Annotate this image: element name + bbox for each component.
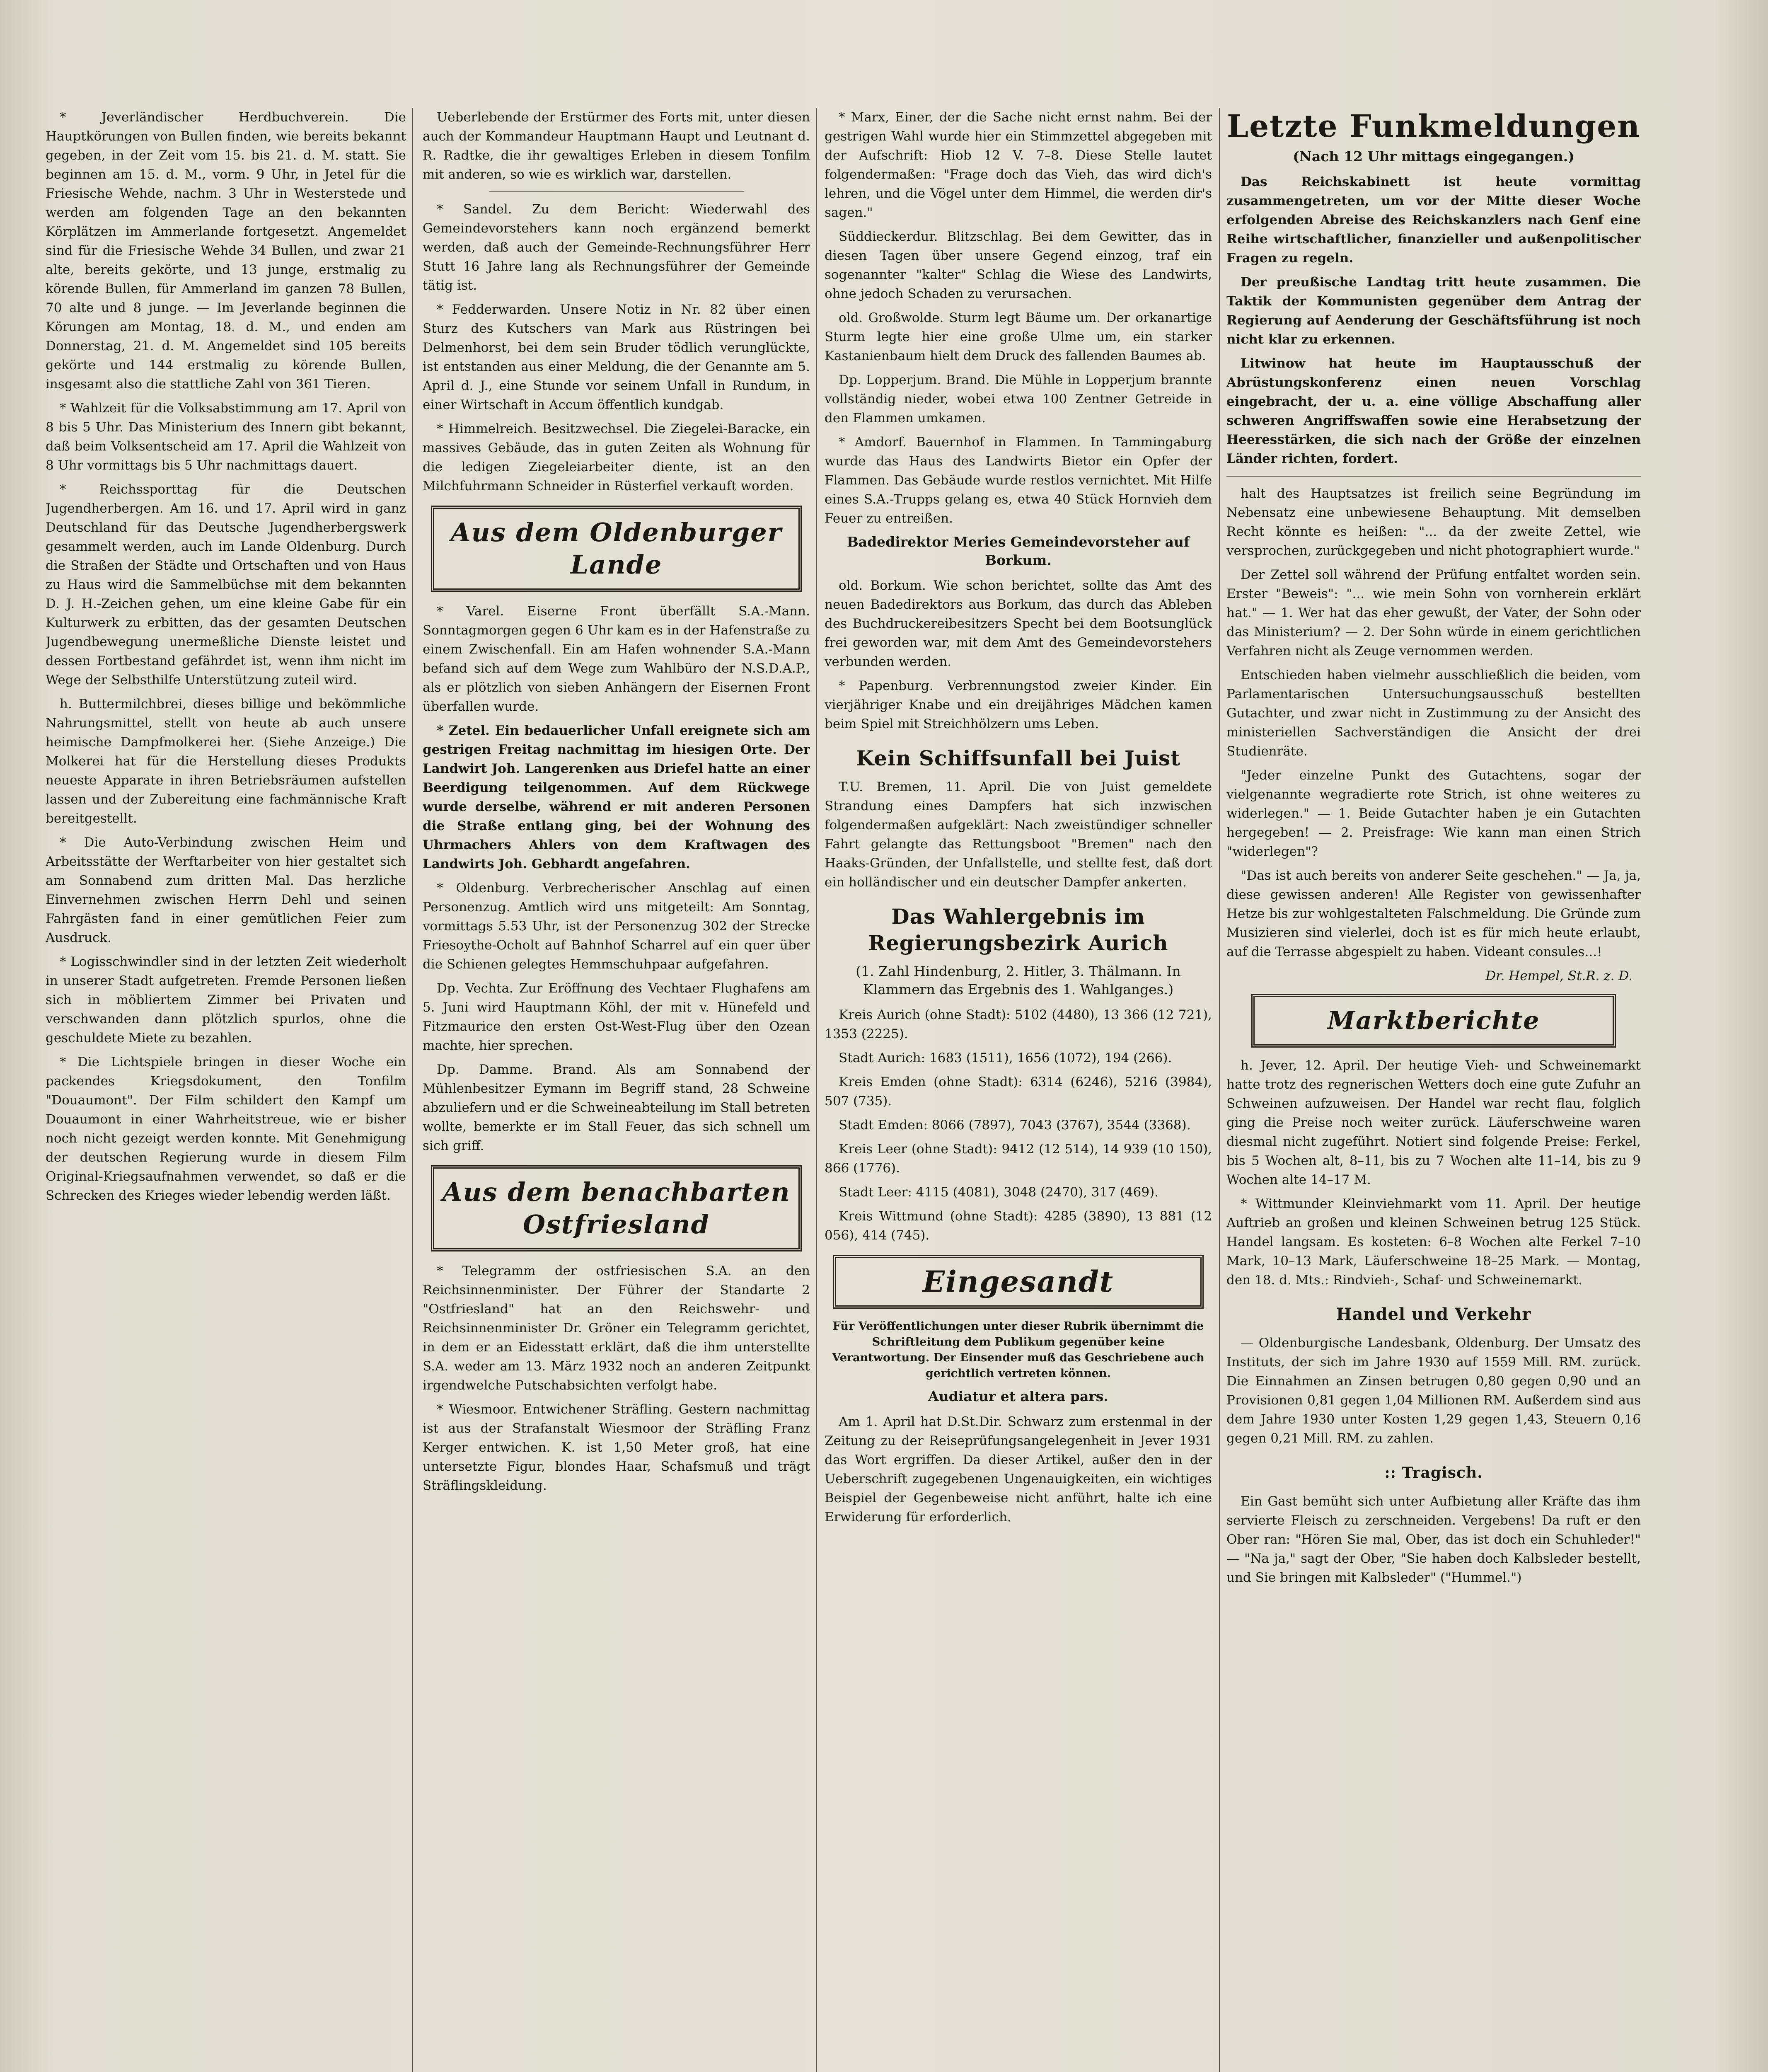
wahlergebnis-row: Stadt Emden: 8066 (7897), 7043 (3767), 3544 (3368). — [839, 1118, 1191, 1133]
article-wittmund-markt: * Wittmunder Kleinviehmarkt vom 11. April. Der heutige Auftrieb an großen und kleinen Schweinen betrug 125 Stück. Handel langsam. Es kosteten: 6–8 Wochen alte Ferkel 7–10 Mark, 10–13 Mark, Läuferschweine 18–25 Mark. — Montag, den 18. d. Mts.: Rindvieh-, Schaf- und Schweinemarkt. — [1226, 1196, 1641, 1288]
funkmeldung-litwinow: Litwinow hat heute im Hauptausschuß der Abrüstungskonferenz einen neuen Vorschlag eingebracht, der u. a. eine völlige Abschaffung aller schweren Angriffswaffen sowie eine Herabsetzung der Heeresstärken, die sich nach der Größe der einzelnen Länder richten, fordert. — [1226, 356, 1641, 466]
article-marx: * Marx, Einer, der die Sache nicht ernst nahm. Bei der gestrigen Wahl wurde hier ein Stimmzettel abgegeben mit der Aufschrift: Hiob 12 V. 7–8. Diese Stelle lautet folgendermaßen: "Frage doch das Vieh, das wird dich's lehren, und die Vögel unter dem Himmel, die werden dir's sagen." — [825, 110, 1212, 220]
eingesandt-continued: "Das ist auch bereits von anderer Seite geschehen." — Ja, ja, diese gewissen anderen! Alle Register von gewissenhafter Hetze bis zur wohlgestalteten Falschmeldung. Die Gründe zum Musizieren sind vielerlei, doch ist es für mich heute erlaubt, auf die Terrasse abgespielt zu haben. Videant consules...! — [1226, 868, 1641, 959]
article-telegramm: * Telegramm der ostfriesischen S.A. an den Reichsinnenminister. Der Führer der Standarte 2 "Ostfriesland" hat an den Reichswehr- und Reichsinnenminister Dr. Gröner ein Telegramm gerichtet, in dem er an Eidesstatt erklärt, daß die ihm unterstellte S.A. weder am 13. März 1932 noch an anderen Zeitpunkt irgendwelche Putschabsichten verfolgt habe. — [423, 1264, 810, 1393]
wahlergebnis-row: Kreis Emden (ohne Stadt): 6314 (6246), 5216 (3984), 507 (735). — [825, 1075, 1212, 1109]
article-schiffsunfall: T.U. Bremen, 11. April. Die von Juist gemeldete Strandung eines Dampfers hat sich inzwischen folgendermaßen aufgeklärt: Nach zweistündiger schneller Fahrt gelangte das Rettungsboot "Bremen" nach den Haaks-Gründen, der Unfallstelle, und stellte fest, daß dort ein holländischer und ein deutscher Dampfer ankerten. — [825, 779, 1212, 890]
article-oldenburg: * Oldenburg. Verbrecherischer Anschlag auf einen Personenzug. Amtlich wird uns mitgeteilt: Am Sonntag, vormittags 5.53 Uhr, ist der Personenzug 302 der Strecke Friesoythe-Ocholt auf Bahnhof Scharrel auf ein quer über die Schienen gelegtes Hemmschuhpaar aufgefahren. — [423, 881, 810, 972]
section-heading-line: Ostfriesland — [523, 1209, 710, 1239]
eingesandt-continued: "Jeder einzelne Punkt des Gutachtens, sogar der vielgenannte wegradierte rote Strich, ist ohne weiteres zu widerlegen." — 1. Beide Gutachter haben je ein Gutachten hergegeben! — 2. Preisfrage: Wie kann man einen Strich "widerlegen"? — [1226, 768, 1641, 859]
divider — [1226, 476, 1641, 477]
funkmeldungen-subtitle: (Nach 12 Uhr mittags eingegangen.) — [1293, 148, 1575, 165]
funkmeldung-landtag: Der preußische Landtag tritt heute zusammen. Die Taktik der Kommunisten gegenüber dem Antrag der Regierung auf Aenderung der Geschäftsführung ist noch nicht klar zu erkennen. — [1226, 275, 1641, 347]
column-3 — [825, 108, 1212, 2072]
column-4 — [1226, 108, 1641, 2072]
article-jugendherbergen: * Reichssporttag für die Deutschen Jugendherbergen. Am 16. und 17. April wird in ganz Deutschland für das Deutsche Jugendherbergswerk gesammelt werden, auch im Lande Oldenburg. Durch die Straßen der Städte und Ortschaften und von Haus zu Haus wird die Sammelbüchse mit dem bekannten D. J. H.-Zeichen gehen, um eine kleine Gabe für ein Kulturwerk zu erbitten, das der gesamten Deutschen Jugendbewegung unermeßliche Dienste leistet und dessen Fortbestand gefährdet ist, wenn ihm nicht im Wege der Selbsthilfe Unterstützung zuteil wird. — [46, 482, 406, 687]
article-borkum: old. Borkum. Wie schon berichtet, sollte das Amt des neuen Badedirektors aus Borkum, das durch das Ableben des Buchdruckereibesitzers Specht bei dem Bootsunglück frei geworden war, mit dem Amt des Gemeindevorstehers verbunden werden. — [825, 578, 1212, 669]
column-rule — [1219, 108, 1220, 2072]
wahlergebnis-row: Stadt Leer: 4115 (4081), 3048 (2470), 317 (469). — [839, 1185, 1159, 1200]
article-landesbank: — Oldenburgische Landesbank, Oldenburg. Der Umsatz des Instituts, der sich im Jahre 1930 auf 1559 Mill. RM. zurück. Die Einnahmen an Zinsen betrugen 0,80 gegen 0,90 und an Provisionen 0,81 gegen 1,04 Millionen RM. Außerdem sind aus dem Jahre 1930 unter Kosten 1,29 gegen 1,43, Steuern 0,16 gegen 0,21 Mill. RM. zu zahlen. — [1226, 1336, 1641, 1446]
article-logisschwindler: * Logisschwindler sind in der letzten Zeit wiederholt in unserer Stadt aufgetreten. Fremde Personen ließen sich in möbliertem Zimmer bei Privaten und verschwanden dann plötzlich spurlos, ohne die geschuldete Miete zu bezahlen. — [46, 954, 406, 1046]
wahlergebnis-row: Kreis Aurich (ohne Stadt): 5102 (4480), 13 366 (12 721), 1353 (2225). — [825, 1007, 1212, 1041]
column-1 — [46, 108, 406, 2072]
article-buttermilchbrei: h. Buttermilchbrei, dieses billige und bekömmliche Nahrungsmittel, stellt von heute ab auch unsere heimische Dampfmolkerei her. (Siehe Anzeige.) Die Molkerei hat für die Herstellung dieses Produkts neueste Apparate in ihren Betriebsräumen aufstellen lassen und der Zubereitung eine fachmännische Kraft bereitgestellt. — [46, 697, 406, 826]
article-zetel: * Zetel. Ein bedauerlicher Unfall ereignete sich am gestrigen Freitag nachmittag im hiesigen Orte. Der Landwirt Joh. Langerenken aus Driefel hatte an einer Beerdigung teilgenommen. Auf dem Rückwege wurde derselbe, während er mit anderen Personen die Straße entlang ging, bei der Wohnung des Uhrmachers Ahlers von dem Kraftwagen des Landwirts Joh. Gebhardt angefahren. — [423, 723, 810, 871]
article-wahlzeit: * Wahlzeit für die Volksabstimmung am 17. April von 8 bis 5 Uhr. Das Ministerium des Innern gibt bekannt, daß beim Volksentscheid am 17. April die Wahlzeit von 8 Uhr vormittags bis 5 Uhr nachmittags dauert. — [46, 401, 406, 473]
article-tragisch: Ein Gast bemüht sich unter Aufbietung aller Kräfte das ihm servierte Fleisch zu zerschneiden. Vergebens! Da ruft er den Ober ran: "Hören Sie mal, Ober, das ist doch ein Schuhleder!" — "Na ja," sagt der Ober, "Sie haben doch Kalbsleder bestellt, und Sie bringen mit Kalbsleder" ("Hummel.") — [1226, 1494, 1641, 1585]
wahlergebnis-row: Stadt Aurich: 1683 (1511), 1656 (1072), 194 (266). — [839, 1051, 1172, 1065]
section-heading-line: Aus dem Oldenburger — [450, 517, 782, 547]
headline-schiffsunfall: Kein Schiffsunfall bei Juist — [856, 746, 1181, 770]
article-fedderwarden: * Fedderwarden. Unsere Notiz in Nr. 82 über einen Sturz des Kutschers van Mark aus Rüstringen bei Delmenhorst, bei dem sein Bruder tödlich verunglückte, ist entstanden aus einer Meldung, die der Genannte am 5. April d. J., eine Stunde vor seinem Unfall in Rundum, in einer Wirtschaft in Accum öffentlich kundgab. — [423, 302, 810, 412]
signature: Dr. Hempel, St.R. z. D. — [1485, 968, 1633, 983]
article-papenburg: * Papenburg. Verbrennungstod zweier Kinder. Ein vierjähriger Knabe und ein dreijähriges Mädchen kamen beim Spiel mit Streichhölzern ums Leben. — [825, 678, 1212, 731]
article-grosswolde: old. Großwolde. Sturm legt Bäume um. Der orkanartige Sturm legte hier eine große Ulme um, ein starker Kastanienbaum hielt dem Druck des fallenden Baumes ab. — [825, 310, 1212, 363]
column-rule — [412, 108, 413, 2072]
section-heading-line: Lande — [570, 549, 663, 580]
column-2 — [423, 108, 810, 2072]
article-lichtspiele: * Die Lichtspiele bringen in dieser Woche ein packendes Kriegsdokument, den Tonfilm "Douaumont". Der Film schildert den Kampf um Douaumont in einer Wahrheitstreue, wie er bisher noch nicht gezeigt werden konnte. Mit Genehmigung der deutschen Regierung wurde in diesem Film Original-Kriegsaufnahmen verwendet, so daß er die Schrecken des Krieges wieder lebendig werden läßt. — [46, 1055, 406, 1203]
column-rule — [816, 108, 817, 2072]
section-heading-marktberichte: Marktberichte — [1251, 994, 1616, 1048]
article-sandel: * Sandel. Zu dem Bericht: Wiederwahl des Gemeindevorstehers kann noch ergänzend bemerkt werden, daß auch der Gemeinde-Rechnungsführer Herr Stutt 16 Jahre lang als Rechnungsführer der Gemeinde tätig ist. — [423, 202, 810, 293]
wahlergebnis-row: Kreis Leer (ohne Stadt): 9412 (12 514), 14 939 (10 150), 866 (1776). — [825, 1142, 1212, 1176]
eingesandt-disclaimer: Für Veröffentlichungen unter dieser Rubrik übernimmt die Schriftleitung dem Publikum gegenüber keine Verantwortung. Der Einsender muß das Geschriebene auch gerichtlich vertreten können. — [832, 1320, 1204, 1380]
article-damme: Dp. Damme. Brand. Als am Sonnabend der Mühlenbesitzer Eymann im Begriff stand, 28 Schweine abzuliefern und er die Schweineabteilung im Stall betreten wollte, bemerkte er im Stall Feuer, das sich schnell um sich griff. — [423, 1062, 810, 1153]
section-heading-oldenburger-lande — [431, 506, 802, 592]
article-herdbuchverein: * Jeverländischer Herdbuchverein. Die Hauptkörungen von Bullen finden, wie bereits bekannt gegeben, in der Zeit vom 15. bis 21. d. M. statt. Sie beginnen am 15. d. M., vorm. 9 Uhr, in Jetel für die Friesische Wehde, nachm. 3 Uhr in Westerstede und werden am folgenden Tage an den bekannten Körplätzen im Ammerlande fortgesetzt. Angemeldet sind für die Friesische Wehde 34 Bullen, und zwar 21 alte, bereits gekörte, und 13 junge, erstmalig zu körende Bullen, für Ammerland im ganzen 78 Bullen, 70 alte und 8 junge. — Im Jeverlande beginnen die Körungen am Montag, 18. d. M., und enden am Donnerstag, 21. d. M. Angemeldet sind 105 bereits gekörte und 144 erstmalig zu körende Bullen, insgesamt also die stattliche Zahl von 361 Tieren. — [46, 110, 406, 392]
funkmeldung-reichskabinett: Das Reichskabinett ist heute vormittag zusammengetreten, um vor der Mitte dieser Woche erfolgenden Abreise des Reichskanzlers nach Genf eine Reihe wirtschaftlicher, finanzieller und außenpolitischer Fragen zu regeln. — [1226, 174, 1641, 266]
section-heading-eingesandt: Eingesandt — [833, 1255, 1204, 1309]
eingesandt-continued: halt des Hauptsatzes ist freilich seine Begründung im Nebensatz eine unbewiesene Behauptung. Mit demselben Recht könnte es heißen: "... da der zweite Zettel, wie versprochen, zurückgegeben und nicht photographiert wurde." — [1226, 486, 1641, 558]
section-heading-line: Aus dem benachbarten — [442, 1177, 791, 1207]
eingesandt-motto: Audiatur et altera pars. — [928, 1388, 1108, 1404]
divider — [489, 191, 744, 192]
headline-tragisch: :: Tragisch. — [1384, 1464, 1483, 1481]
article-himmelreich: * Himmelreich. Besitzwechsel. Die Ziegelei-Baracke, ein massives Gebäude, das in guten Zeiten als Wohnung für die ledigen Ziegeleiarbeiter diente, ist an den Milchfuhrmann Schneider in Rüsterfiel verkauft worden. — [423, 421, 810, 494]
article-eingesandt: Am 1. April hat D.St.Dir. Schwarz zum erstenmal in der Zeitung zu der Reiseprüfungsangelegenheit in Jever 1931 das Wort ergriffen. Da dieser Artikel, außer den in der Ueberschrift zugegebenen Ungenauigkeiten, ein wichtiges Beispiel der Gegenbeweise nicht anführt, halte ich eine Erwiderung für erforderlich. — [825, 1414, 1212, 1525]
article-varel: * Varel. Eiserne Front überfällt S.A.-Mann. Sonntagmorgen gegen 6 Uhr kam es in der Hafenstraße zu einem Zwischenfall. Ein am Hafen wohnender S.A.-Mann befand sich auf dem Wege zum Wahlbüro der N.S.D.A.P., als er plötzlich von sieben Anhängern der Eisernen Front überfallen wurde. — [423, 604, 810, 714]
eingesandt-continued: Entschieden haben vielmehr ausschließlich die beiden, vom Parlamentarischen Untersuchungsausschuß bestellten Gutachter, und zwar nicht in Zustimmung zu der Ansicht des ministeriellen Sachverständigen die Ansicht der drei Studienräte. — [1226, 668, 1641, 759]
article-blitzschlag: Süddieckerdur. Blitzschlag. Bei dem Gewitter, das in diesen Tagen über unsere Gegend einzog, traf ein sogenannter "kalter" Schlag die Wiese des Landwirts, ohne jedoch Schaden zu verursachen. — [825, 229, 1212, 301]
headline-wahlergebnis: Das Wahlergebnis im Regierungsbezirk Aurich — [868, 904, 1168, 955]
headline-handel-verkehr: Handel und Verkehr — [1336, 1305, 1531, 1324]
article-auto-verbindung: * Die Auto-Verbindung zwischen Heim und Arbeitsstätte der Werftarbeiter von hier gestaltet sich am Sonnabend zum dritten Mal. Das herzliche Einvernehmen zwischen Herrn Dehl und seinen Fahrgästen fand in einer gemütlichen Feier zum Ausdruck. — [46, 835, 406, 945]
article-amdorf: * Amdorf. Bauernhof in Flammen. In Tammingaburg wurde das Haus des Landwirts Bietor ein Opfer der Flammen. Das Gebäude wurde restlos vernichtet. Mit Hilfe eines S.A.-Trupps gelang es, etwa 40 Stück Hornvieh dem Feuer zu entreißen. — [825, 435, 1212, 526]
article-lopperjum: Dp. Lopperjum. Brand. Die Mühle in Lopperjum brannte vollständig nieder, wobei etwa 100 Zentner Getreide in den Flammen umkamen. — [825, 373, 1212, 426]
article-ueberlebende: Ueberlebende der Erstürmer des Forts mit, unter diesen auch der Kommandeur Hauptmann Haupt und Leutnant d. R. Radtke, die ihr gewaltiges Erleben in diesem Tonfilm mit anderen, so wie es wirklich war, darstellen. — [423, 110, 810, 182]
article-subheading-badedirektor: Badedirektor Meries Gemeindevorsteher auf Borkum. — [847, 534, 1190, 568]
wahlergebnis-legend: (1. Zahl Hindenburg, 2. Hitler, 3. Thälmann. In Klammern das Ergebnis des 1. Wahlganges.) — [856, 963, 1181, 997]
eingesandt-continued: Der Zettel soll während der Prüfung entfaltet worden sein. Erster "Beweis": "... wie mein Sohn von vornherein erklärt hat." — 1. Wer hat das eher gewußt, der Vater, der Sohn oder das Ministerium? — 2. Der Sohn würde in einem gerichtlichen Verfahren nicht als Zeuge vernommen werden. — [1226, 567, 1641, 658]
article-jever-markt: h. Jever, 12. April. Der heutige Vieh- und Schweinemarkt hatte trotz des regnerischen Wetters doch eine gute Zufuhr an Schweinen aufzuweisen. Der Handel war recht flau, folglich ging die Preise noch weiter zurück. Läuferschweine waren diesmal nicht zugeführt. Notiert sind folgende Preise: Ferkel, bis 5 Wochen alt, 8–11, bis zu 7 Wochen alte 11–14, bis zu 9 Wochen alte 14–17 M. — [1226, 1058, 1641, 1187]
article-vechta: Dp. Vechta. Zur Eröffnung des Vechtaer Flughafens am 5. Juni wird Hauptmann Köhl, der mit v. Hünefeld und Fitzmaurice den ersten Ost-West-Flug über den Ozean machte, hier sprechen. — [423, 981, 810, 1053]
wahlergebnis-row: Kreis Wittmund (ohne Stadt): 4285 (3890), 13 881 (12 056), 414 (745). — [825, 1209, 1212, 1243]
headline-funkmeldungen: Letzte Funkmeldungen — [1227, 109, 1640, 144]
section-heading-ostfriesland — [431, 1165, 802, 1251]
article-wiesmoor: * Wiesmoor. Entwichener Sträfling. Gestern nachmittag ist aus der Strafanstalt Wiesmoor der Sträfling Franz Kerger entwichen. K. ist 1,50 Meter groß, hat eine untersetzte Figur, blondes Haar, Schafsmuß und trägt Sträflingskleidung. — [423, 1402, 810, 1493]
